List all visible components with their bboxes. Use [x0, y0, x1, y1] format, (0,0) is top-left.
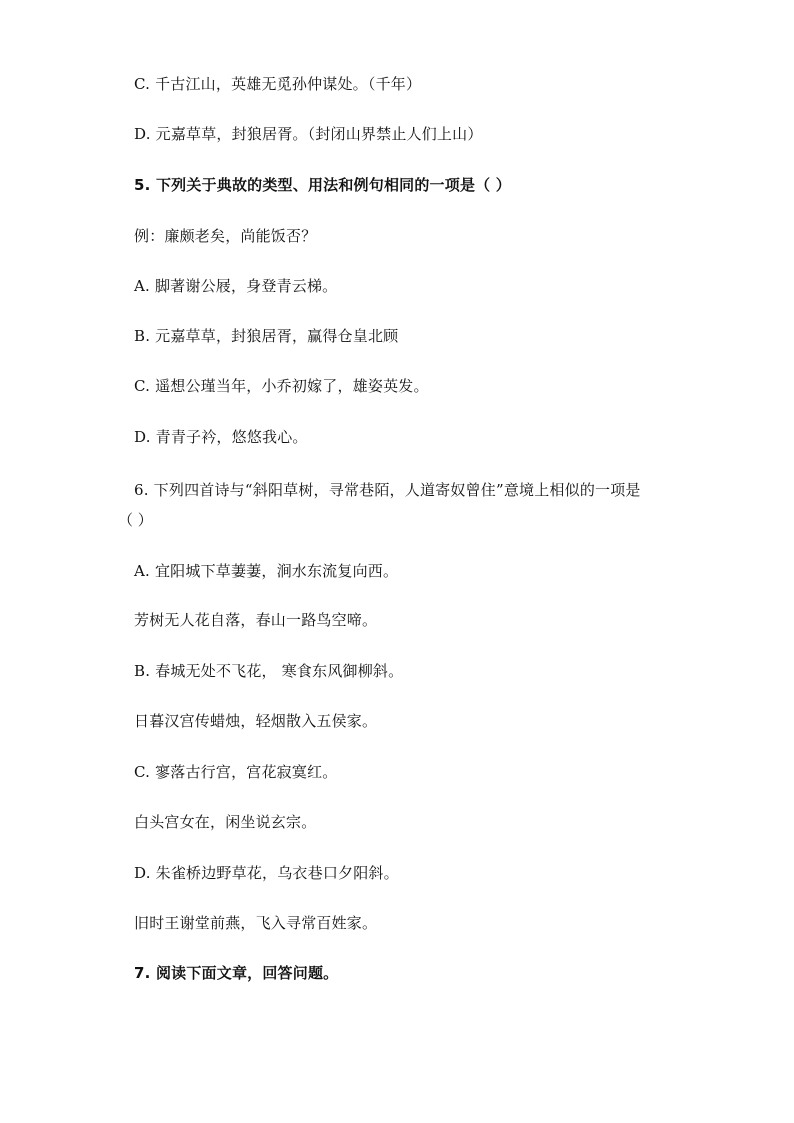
q5-option-d: D. 青青子衿，悠悠我心。 — [134, 428, 308, 446]
q5-option-a: A. 脚著谢公屐，身登青云梯。 — [134, 277, 338, 295]
q6-option-d-line2: 旧时王谢堂前燕，飞入寻常百姓家。 — [134, 914, 378, 932]
question-7-stem: 7. 阅读下面文章，回答问题。 — [134, 964, 339, 982]
question-6-answer-blank: （ ） — [118, 511, 153, 529]
q5-option-c: C. 遥想公瑾当年，小乔初嫁了，雄姿英发。 — [134, 377, 429, 395]
q5-option-b: B. 元嘉草草，封狼居胥，赢得仓皇北顾 — [134, 327, 399, 345]
q4-option-d: D. 元嘉草草，封狼居胥。（封闭山界禁止人们上山） — [134, 125, 483, 143]
q4-option-c: C. 千古江山，英雄无觅孙仲谋处。（千年） — [134, 75, 422, 93]
q6-option-c-line2: 白头宫女在，闲坐说玄宗。 — [134, 813, 317, 831]
question-5-stem: 5. 下列关于典故的类型、用法和例句相同的一项是（ ） — [134, 176, 511, 194]
q6-option-d-line1: D. 朱雀桥边野草花，乌衣巷口夕阳斜。 — [134, 864, 399, 882]
q6-option-a-line1: A. 宜阳城下草萋萋，涧水东流复向西。 — [134, 562, 399, 580]
q6-option-a-line2: 芳树无人花自落，春山一路鸟空啼。 — [134, 611, 378, 629]
q6-option-b-line1: B. 春城无处不飞花， 寒食东风御柳斜。 — [134, 662, 404, 680]
question-6-stem: 6. 下列四首诗与“斜阳草树，寻常巷陌，人道寄奴曾住”意境上相似的一项是 — [134, 481, 641, 499]
q6-option-b-line2: 日暮汉宫传蜡烛，轻烟散入五侯家。 — [134, 712, 378, 730]
question-5-example: 例：廉颇老矣，尚能饭否？ — [134, 227, 317, 245]
q6-option-c-line1: C. 寥落古行宫，宫花寂寞红。 — [134, 763, 338, 781]
